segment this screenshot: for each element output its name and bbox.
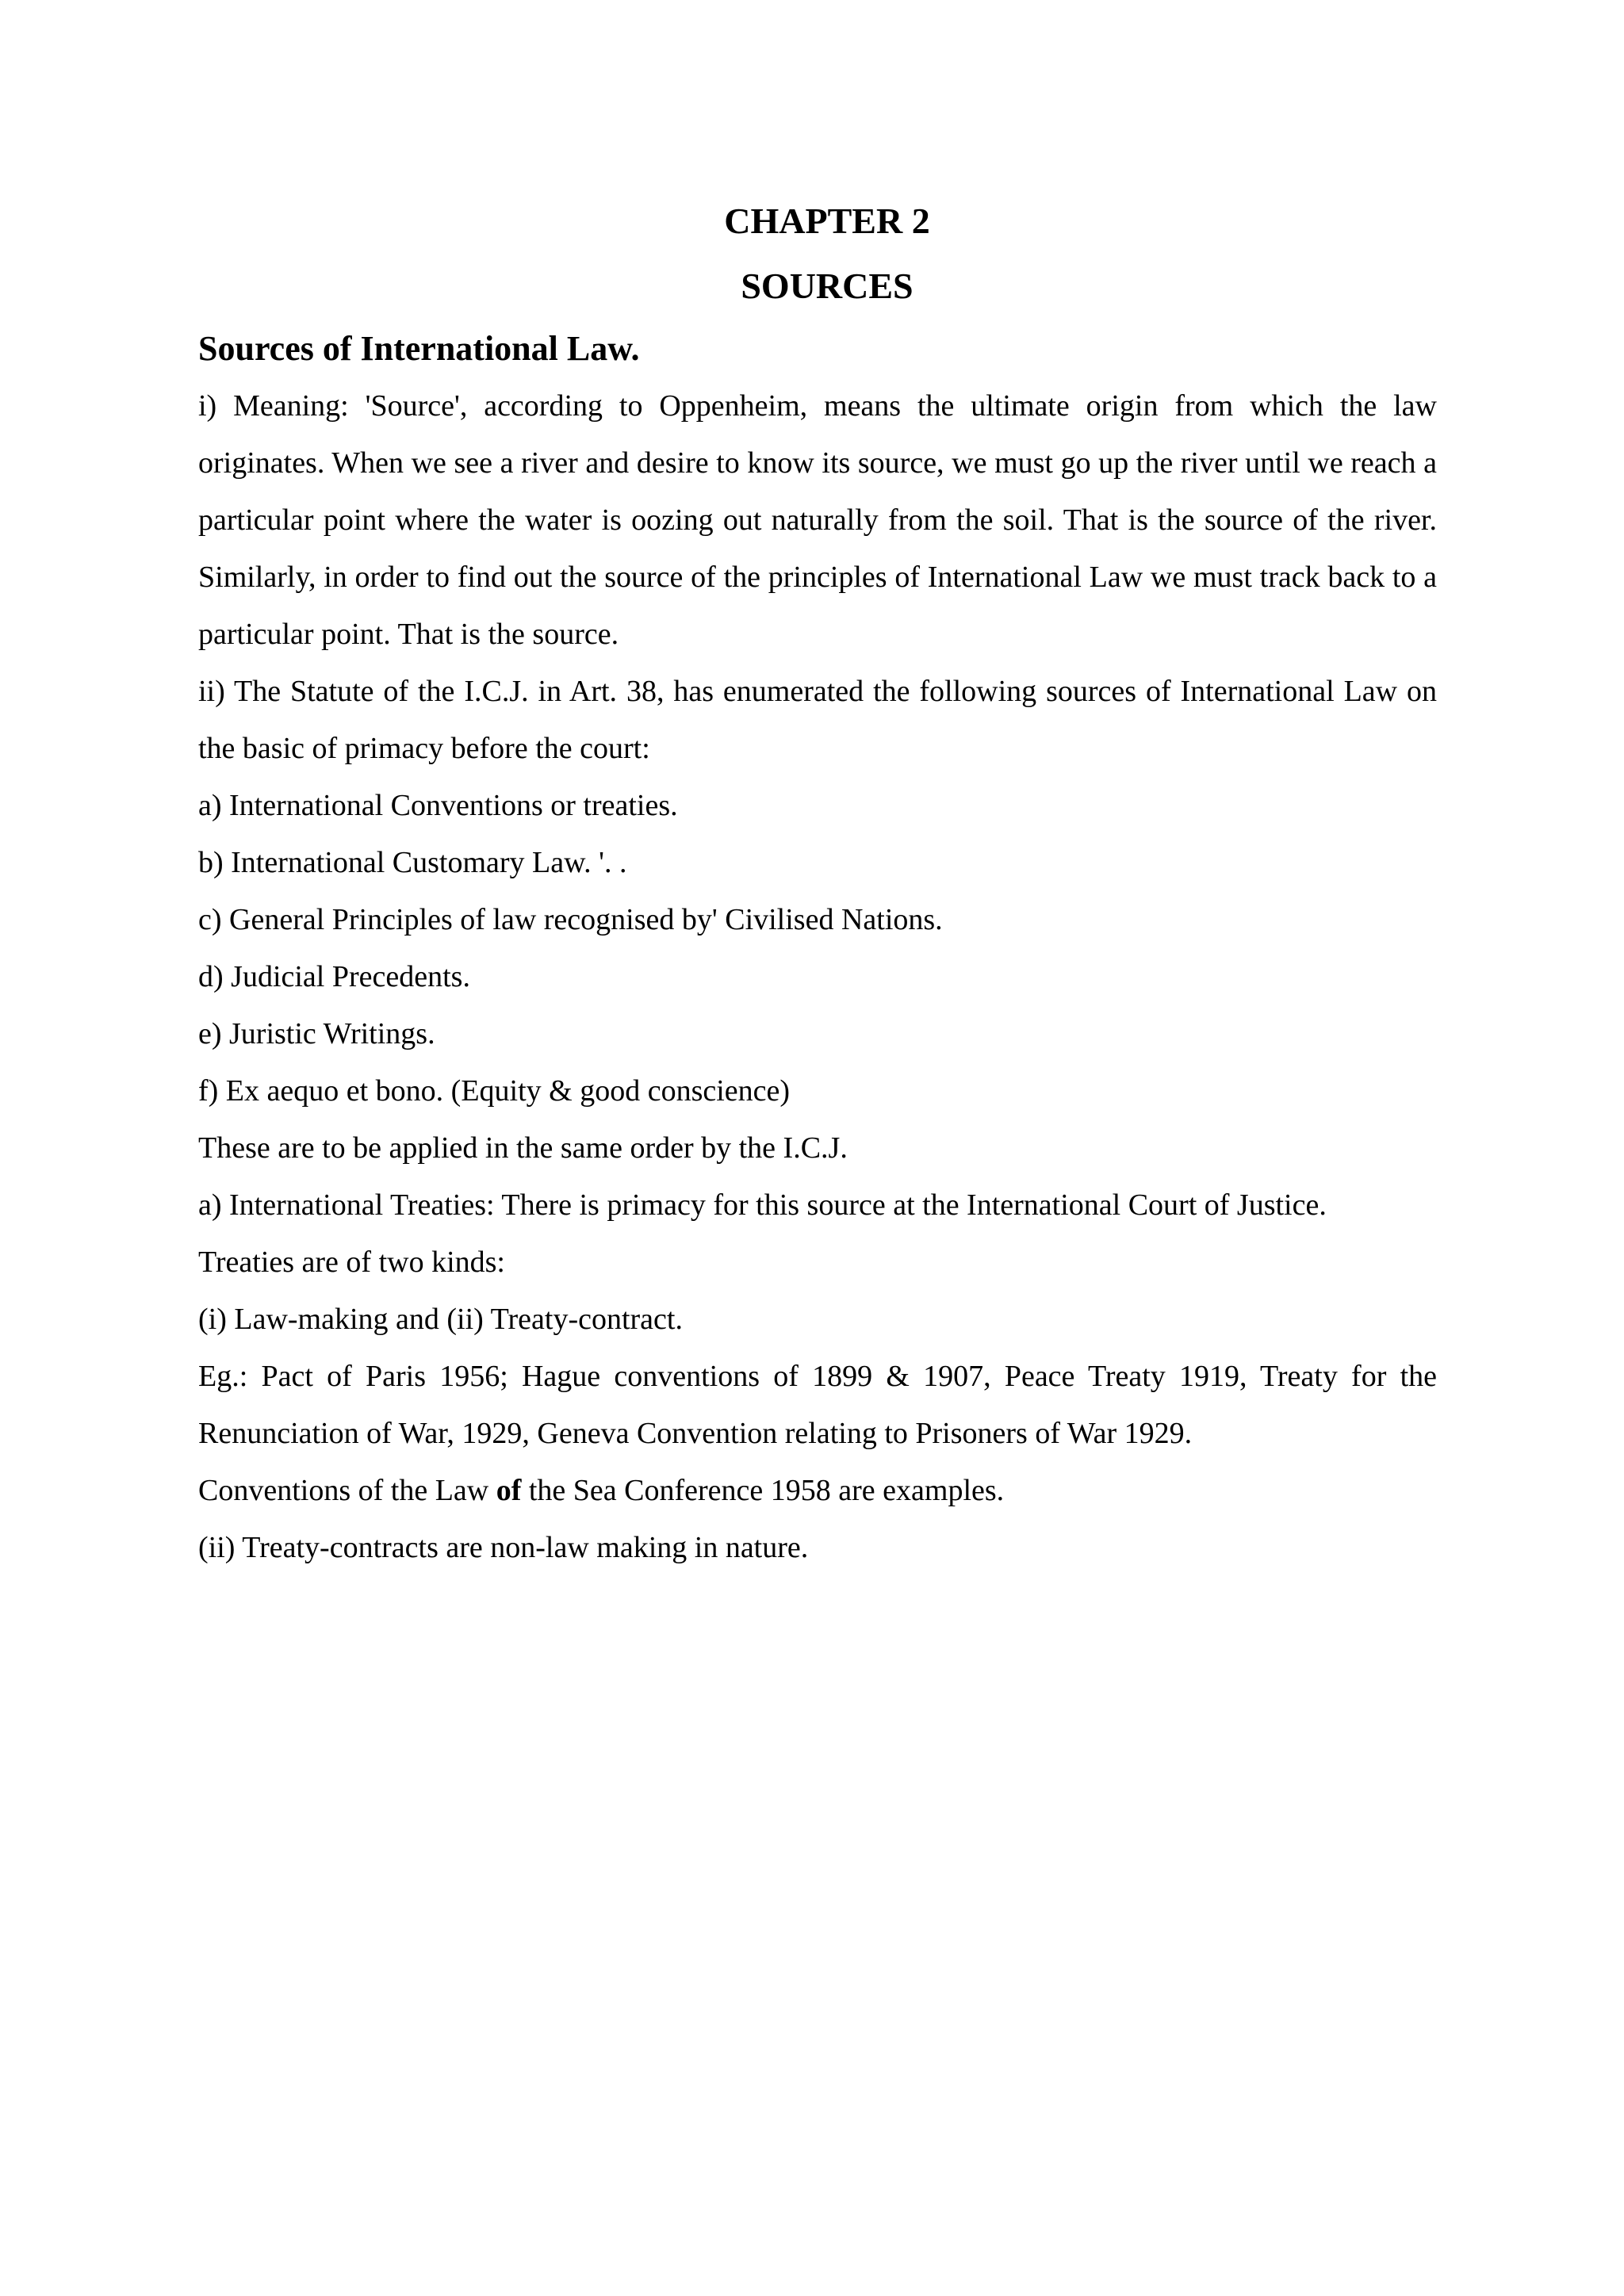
list-item: a) International Conventions or treaties. [198, 789, 678, 822]
conventions-text-after: the Sea Conference 1958 are examples. [521, 1474, 1005, 1507]
chapter-number: CHAPTER 2 [724, 201, 930, 241]
document-page [198, 190, 1437, 1576]
order-note: These are to be applied in the same order by the I.C.J. [198, 1131, 848, 1165]
conventions-line [198, 1462, 1437, 1519]
list-item: b) International Customary Law. '. . [198, 846, 627, 879]
list-item: e) Juristic Writings. [198, 1017, 435, 1050]
treaties-intro: a) International Treaties: There is primacy for this source at the International Court of Justice. [198, 1188, 1327, 1222]
treaty-contracts-line: (ii) Treaty-contracts are non-law making in nature. [198, 1531, 809, 1564]
sources-list [198, 777, 1437, 1119]
treaties-examples: Eg.: Pact of Paris 1956; Hague conventions of 1899 & 1907, Peace Treaty 1919, Treaty for the Renunciation of War, 1929, Geneva Convention relating to Prisoners of War 1929. [198, 1360, 1437, 1450]
list-item: f) Ex aequo et bono. (Equity & good conscience) [198, 1074, 791, 1108]
conventions-text-before: Conventions of the Law [198, 1474, 496, 1507]
treaties-kinds: Treaties are of two kinds: [198, 1246, 505, 1279]
list-item: d) Judicial Precedents. [198, 960, 470, 993]
chapter-title: SOURCES [741, 266, 914, 306]
meaning-paragraph: i) Meaning: 'Source', according to Oppenheim, means the ultimate origin from which the law originates. When we see a river and desire to know its source, we must go up the river until we reach a particular point where the water is oozing out naturally from the soil. That is the source of the river. Similarly, in order to find out the source of the principles of International Law we must track back to a particular point. That is the source. [198, 389, 1437, 651]
section-heading: Sources of International Law. [198, 329, 640, 368]
treaties-types: (i) Law-making and (ii) Treaty-contract. [198, 1303, 683, 1336]
conventions-bold-word: of [496, 1474, 522, 1507]
list-item: c) General Principles of law recognised by' Civilised Nations. [198, 903, 943, 936]
statute-paragraph: ii) The Statute of the I.C.J. in Art. 38, has enumerated the following sources of International Law on the basic of primacy before the court: [198, 675, 1437, 765]
